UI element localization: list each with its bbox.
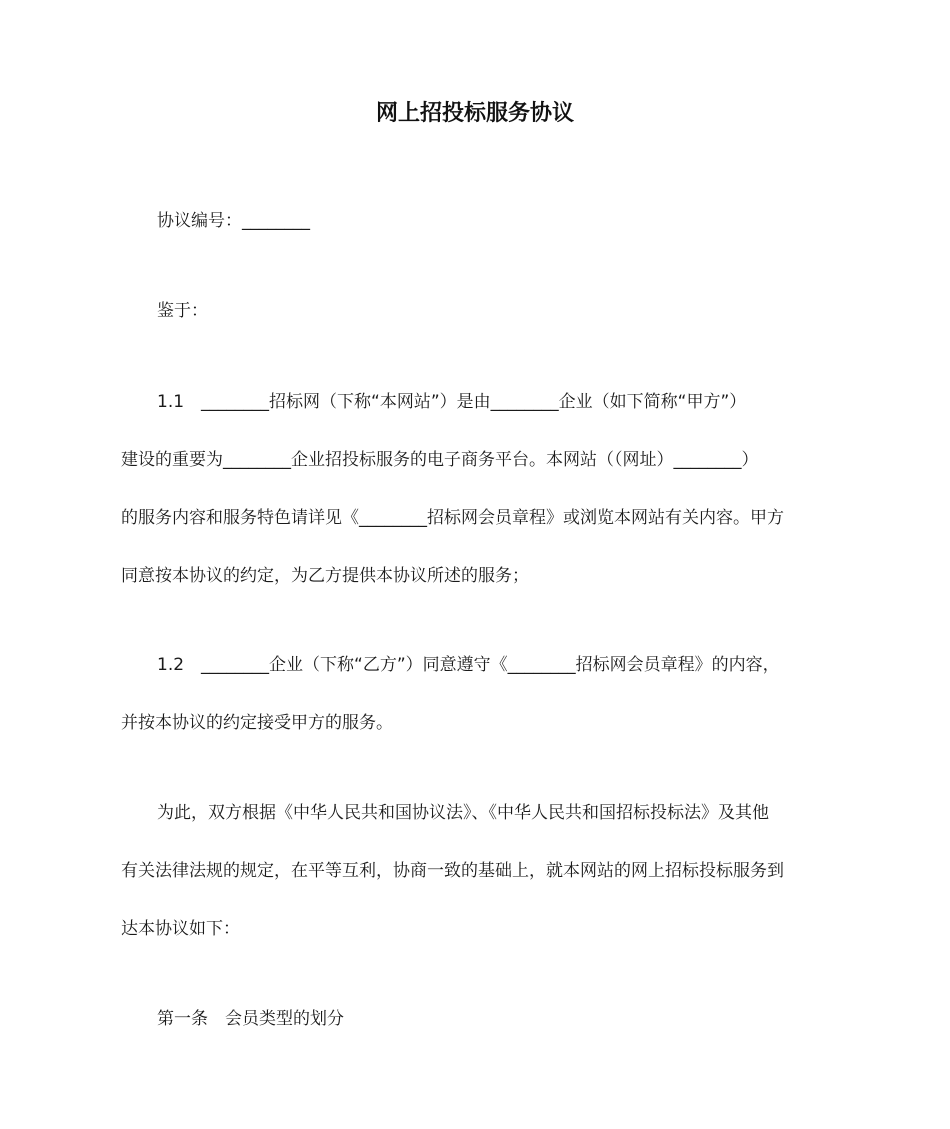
whereas-heading: 鉴于： [157,301,208,321]
document-title: 网上招投标服务协议 [375,101,574,126]
agreement-number: 协议编号：________ [157,211,310,231]
therefore-line-3: 达本协议如下： [121,919,240,939]
clause-1-2-line-2: 并按本协议的约定接受甲方的服务。 [121,713,393,733]
therefore-line-2: 有关法律法规的规定，在平等互利，协商一致的基础上，就本网站的网上招标投标服务到 [121,861,784,881]
clause-1-1-line-2: 建设的重要为________企业招投标服务的电子商务平台。本网站（（网址）________） [121,450,759,470]
therefore-line-1: 为此，双方根据《中华人民共和国协议法》、《中华人民共和国招标投标法》及其他 [157,803,769,823]
article-1-heading: 第一条 会员类型的划分 [157,1009,344,1029]
clause-1-1-line-3: 的服务内容和服务特色请详见《________招标网会员章程》或浏览本网站有关内容。甲方 [121,508,784,528]
clause-1-2-line-1: 1.2 ________企业（下称“乙方”）同意遵守《________招标网会员章程》的内容， [157,655,780,675]
clause-1-1-line-1: 1.1 ________招标网（下称“本网站”）是由________企业（如下简称“甲方”） [157,392,747,412]
clause-1-1-line-4: 同意按本协议的约定，为乙方提供本协议所述的服务； [121,566,529,586]
